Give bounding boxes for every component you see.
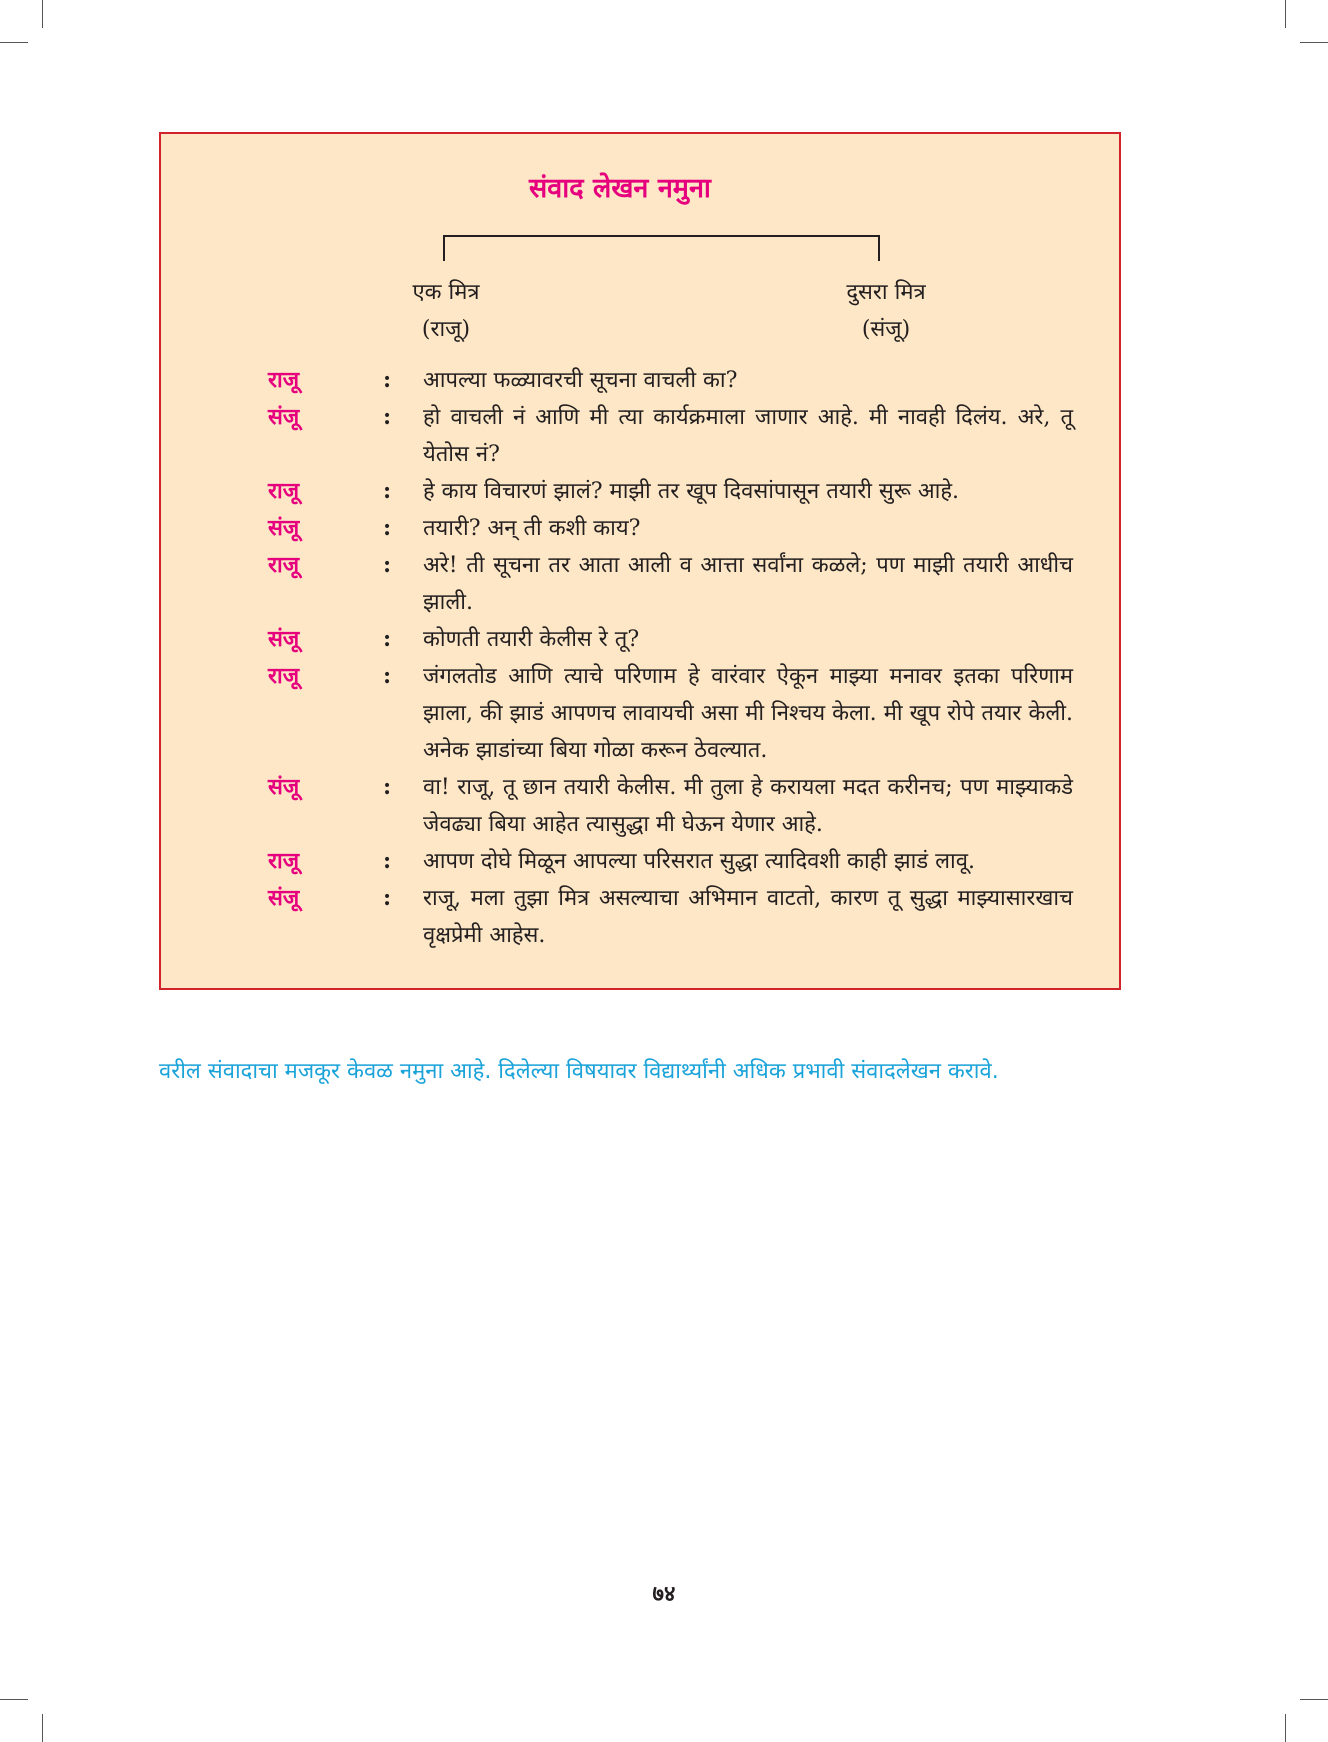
speaker-name: राजू [268,478,300,504]
speaker-name: राजू [268,367,300,393]
dialog-line [161,510,1119,547]
speaker-name: राजू [268,663,300,689]
dialog-line [161,399,1119,473]
crop-mark [1285,1714,1286,1742]
dialog-line [161,473,1119,510]
dialog-text: हो वाचली नं आणि मी त्या कार्यक्रमाला जाणार आहे. मी नावही दिलंय. अरे, तू येतोस नं? [423,405,1073,467]
dialog-line [161,769,1119,843]
speaker-colon: : [383,626,392,652]
box-title: संवाद लेखन नमुना [529,173,711,204]
speaker-name: संजू [268,404,300,430]
crop-mark [0,42,28,43]
dialog-line [161,658,1119,769]
dialog-text: हे काय विचारणं झालं? माझी तर खूप दिवसांपासून तयारी सुरू आहे. [423,479,960,504]
crop-mark [1285,0,1286,28]
speaker-colon: : [383,515,392,541]
speaker-colon: : [383,663,392,689]
dialog-text: जंगलतोड आणि त्याचे परिणाम हे वारंवार ऐकून माझ्या मनावर इतका परिणाम झाला, की झाडं आपणच लावायची असा मी निश्चय केला. मी खूप रोपे तयार केली. अनेक झाडांच्या बिया गोळा करून ठेवल्यात. [423,664,1073,763]
dialog-sample-box [159,132,1121,990]
dialog-line [161,547,1119,621]
friend-two [821,274,951,348]
speaker-colon: : [383,404,392,430]
friend-two-label: दुसरा मित्र [846,280,926,305]
speaker-name: राजू [268,848,300,874]
speaker-name: संजू [268,515,300,541]
dialog-list [161,362,1119,954]
dialog-text: वा! राजू, तू छान तयारी केलीस. मी तुला हे करायला मदत करीनच; पण माझ्याकडे जेवढ्या बिया आहेत त्यासुद्धा मी घेऊन येणार आहे. [423,775,1073,837]
speaker-colon: : [383,552,392,578]
dialog-text: आपल्या फळ्यावरची सूचना वाचली का? [423,368,738,393]
friends-bracket [443,235,880,261]
crop-mark [1300,42,1328,43]
speaker-colon: : [383,885,392,911]
speaker-colon: : [383,774,392,800]
dialog-line [161,621,1119,658]
dialog-line [161,880,1119,954]
speaker-colon: : [383,367,392,393]
instruction-note: वरील संवादाचा मजकूर केवळ नमुना आहे. दिलेल्या विषयावर विद्यार्थ्यांनी अधिक प्रभावी संवादलेखन करावे. [159,1059,999,1084]
speaker-colon: : [383,848,392,874]
speaker-name: संजू [268,774,300,800]
crop-mark [42,1714,43,1742]
crop-mark [1300,1699,1328,1700]
speaker-name: संजू [268,626,300,652]
friend-one [391,274,501,348]
dialog-line [161,843,1119,880]
speaker-name: राजू [268,552,300,578]
speaker-name: संजू [268,885,300,911]
friend-one-name: (राजू) [421,317,471,342]
dialog-text: राजू, मला तुझा मित्र असल्याचा अभिमान वाटतो, कारण तू सुद्धा माझ्यासारखाच वृक्षप्रेमी आहेस. [423,886,1073,948]
speaker-colon: : [383,478,392,504]
crop-mark [42,0,43,28]
dialog-line [161,362,1119,399]
dialog-text: अरे! ती सूचना तर आता आली व आत्ता सर्वांना कळले; पण माझी तयारी आधीच झाली. [423,553,1073,615]
dialog-text: आपण दोघे मिळून आपल्या परिसरात सुद्धा त्यादिवशी काही झाडं लावू. [423,849,975,874]
dialog-text: तयारी? अन् ती कशी काय? [423,516,641,541]
page-number: ७४ [652,1581,676,1607]
friend-two-name: (संजू) [861,317,911,342]
crop-mark [0,1699,28,1700]
dialog-text: कोणती तयारी केलीस रे तू? [423,627,640,652]
friend-one-label: एक मित्र [412,280,480,305]
